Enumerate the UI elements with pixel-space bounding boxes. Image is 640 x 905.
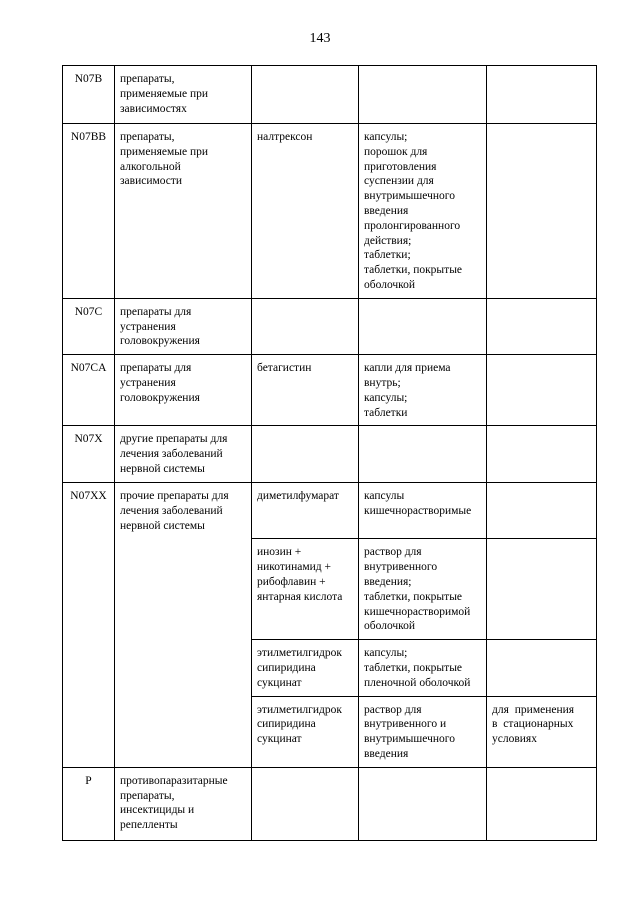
form-text: раствор для внутривенного и внутримышечного введения — [364, 703, 455, 760]
page-number: 143 — [309, 31, 331, 46]
form-cell — [359, 640, 487, 696]
group-text: другие препараты для лечения заболеваний нервной системы — [120, 433, 228, 475]
atc-code-cell: N07XX — [63, 483, 115, 767]
atc-code-cell: N07CA — [63, 355, 115, 426]
group-text: противопаразитарные препараты, инсектициды и репелленты — [120, 774, 228, 832]
group-text: препараты для устранения головокружения — [120, 362, 200, 404]
form-cell — [359, 298, 487, 354]
table-row — [63, 298, 597, 354]
form-text: капсулы; таблетки, покрытые пленочной оболочкой — [364, 647, 471, 689]
form-text: капсулы кишечнорастворимые — [364, 490, 472, 518]
table-row — [63, 426, 597, 483]
group-cell — [115, 426, 252, 483]
table-row — [63, 767, 597, 840]
atc-code-cell: N07B — [63, 66, 115, 124]
note-cell — [487, 696, 597, 767]
drug-text: этилметилгидрок сипиридина сукцинат — [257, 647, 342, 689]
drug-cell — [252, 640, 359, 696]
table-row — [63, 66, 597, 124]
drug-cell — [252, 66, 359, 124]
drug-cell — [252, 298, 359, 354]
group-cell — [115, 483, 252, 767]
atc-code-cell: N07C — [63, 298, 115, 354]
drug-cell — [252, 539, 359, 640]
note-cell — [487, 767, 597, 840]
drug-cell — [252, 696, 359, 767]
drug-table — [62, 65, 597, 841]
drug-cell — [252, 767, 359, 840]
note-cell — [487, 66, 597, 124]
atc-code-cell: N07BB — [63, 124, 115, 299]
note-text: для применения в стационарных условиях — [492, 703, 575, 746]
drug-text: бетагистин — [257, 362, 312, 375]
form-text: капли для приема внутрь; капсулы; таблетки — [364, 362, 451, 419]
drug-cell — [252, 483, 359, 539]
group-cell — [115, 66, 252, 124]
group-text: препараты, применяемые при зависимостях — [120, 73, 209, 115]
group-cell — [115, 124, 252, 299]
drug-cell — [252, 124, 359, 299]
form-text: раствор для внутривенного введения; таблетки, покрытые кишечнорастворимой оболочкой — [364, 546, 471, 633]
drug-cell — [252, 355, 359, 426]
note-cell — [487, 539, 597, 640]
group-text: прочие препараты для лечения заболеваний нервной системы — [120, 490, 229, 532]
note-cell — [487, 124, 597, 299]
form-cell — [359, 539, 487, 640]
group-cell — [115, 767, 252, 840]
form-cell — [359, 426, 487, 483]
drug-cell — [252, 426, 359, 483]
note-cell — [487, 426, 597, 483]
form-text: капсулы; порошок для приготовления суспензии для внутримышечного введения пролонгированного действия; таблетки; таблетки, покрытые оболочкой — [364, 131, 463, 291]
drug-text: этилметилгидрок сипиридина сукцинат — [257, 703, 342, 746]
note-cell — [487, 640, 597, 696]
form-cell — [359, 696, 487, 767]
form-cell — [359, 66, 487, 124]
group-cell — [115, 355, 252, 426]
atc-code-cell: P — [63, 767, 115, 840]
group-cell — [115, 298, 252, 354]
form-cell — [359, 483, 487, 539]
drug-text: инозин + никотинамид + рибофлавин + янтарная кислота — [257, 546, 343, 603]
form-cell — [359, 767, 487, 840]
form-cell — [359, 124, 487, 299]
note-cell — [487, 298, 597, 354]
note-cell — [487, 483, 597, 539]
note-cell — [487, 355, 597, 426]
table-row — [63, 483, 597, 539]
table-row — [63, 124, 597, 299]
form-cell — [359, 355, 487, 426]
drug-text: диметилфумарат — [257, 490, 339, 503]
group-text: препараты, применяемые при алкогольной зависимости — [120, 131, 209, 188]
atc-code-cell: N07X — [63, 426, 115, 483]
table-row — [63, 355, 597, 426]
group-text: препараты для устранения головокружения — [120, 305, 200, 348]
drug-text: налтрексон — [257, 131, 313, 143]
